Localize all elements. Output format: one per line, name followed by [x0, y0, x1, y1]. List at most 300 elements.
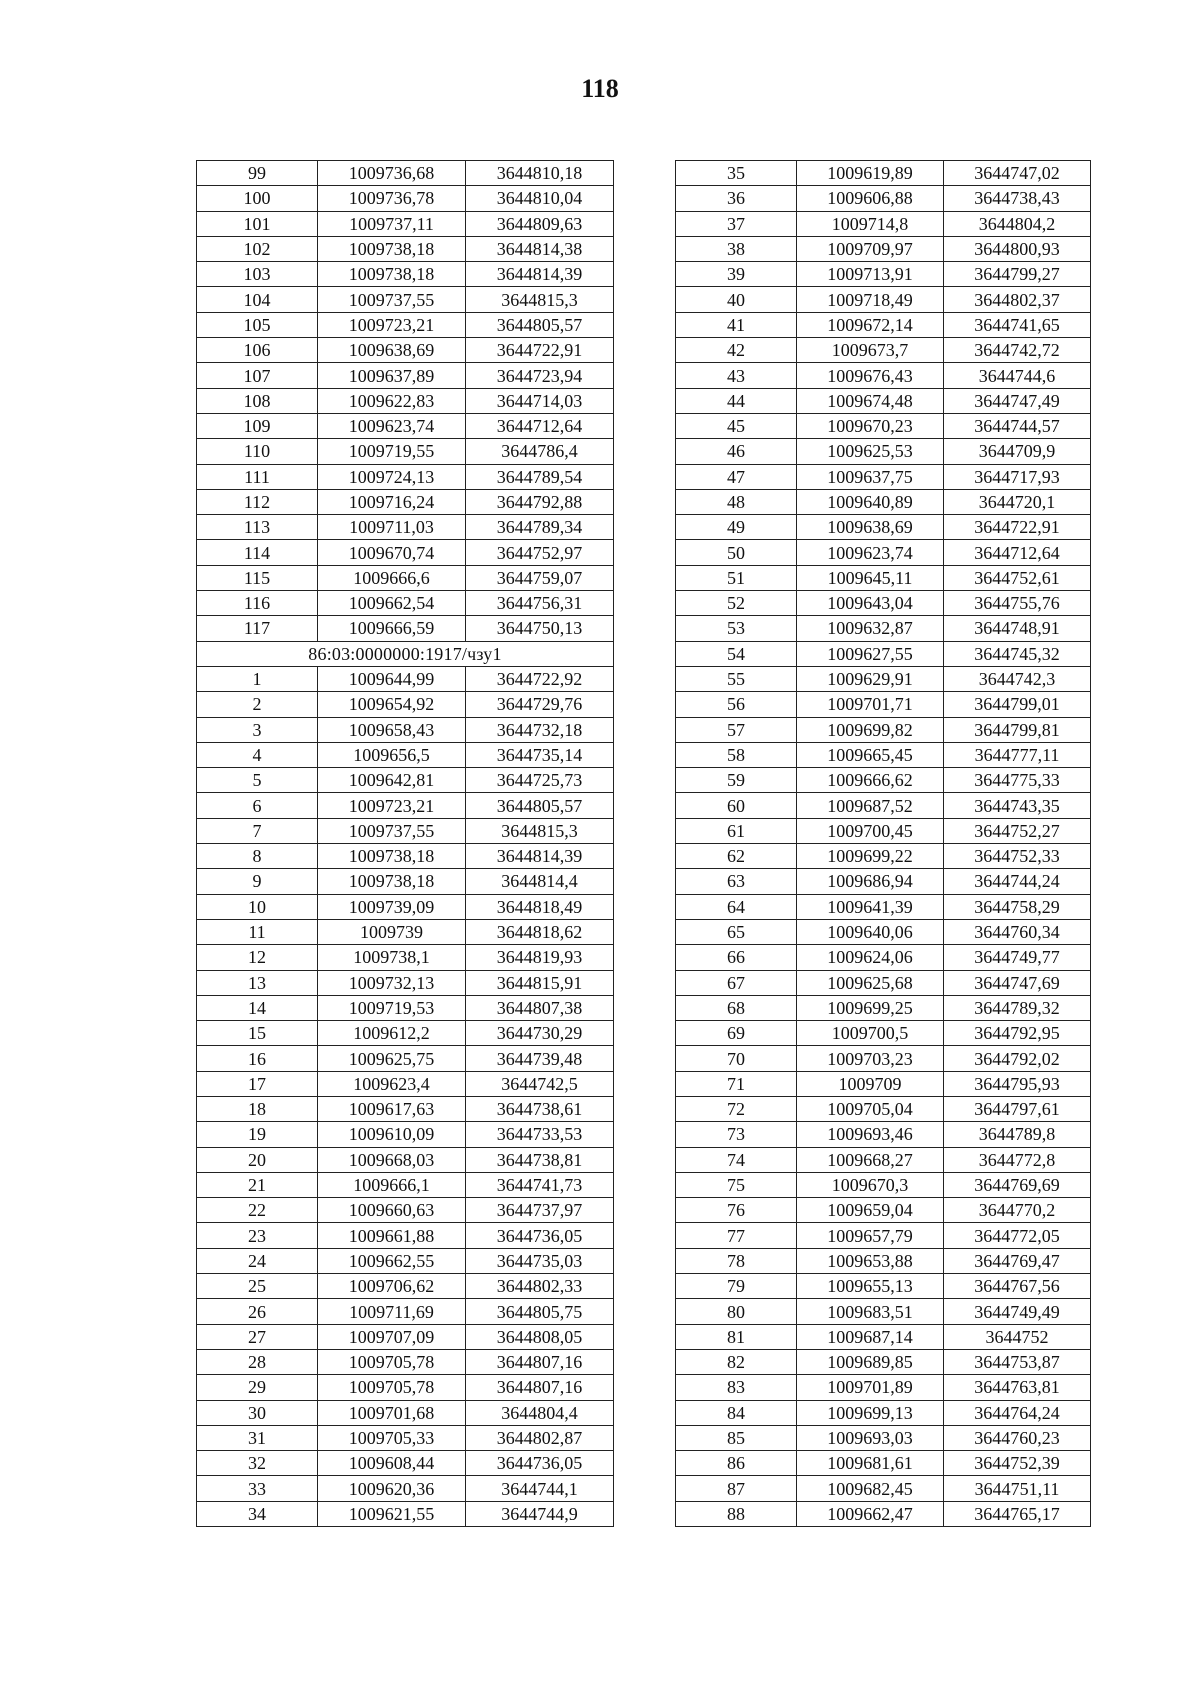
x-coordinate-cell: 1009706,62	[318, 1274, 466, 1299]
x-coordinate-cell: 1009719,55	[318, 439, 466, 464]
point-number-cell: 26	[197, 1299, 318, 1324]
y-coordinate-cell: 3644807,16	[466, 1349, 614, 1374]
table-row	[676, 793, 1091, 818]
x-coordinate-cell: 1009624,06	[797, 945, 944, 970]
y-coordinate-cell: 3644712,64	[466, 413, 614, 438]
point-number-cell: 44	[676, 388, 797, 413]
y-coordinate-cell: 3644814,38	[466, 236, 614, 261]
y-coordinate-cell: 3644755,76	[944, 591, 1091, 616]
x-coordinate-cell: 1009687,52	[797, 793, 944, 818]
y-coordinate-cell: 3644717,93	[944, 464, 1091, 489]
x-coordinate-cell: 1009629,91	[797, 666, 944, 691]
y-coordinate-cell: 3644765,17	[944, 1501, 1091, 1526]
point-number-cell: 9	[197, 869, 318, 894]
table-row	[197, 1375, 614, 1400]
y-coordinate-cell: 3644760,23	[944, 1425, 1091, 1450]
y-coordinate-cell: 3644756,31	[466, 591, 614, 616]
point-number-cell: 69	[676, 1021, 797, 1046]
x-coordinate-cell: 1009638,69	[318, 338, 466, 363]
y-coordinate-cell: 3644772,8	[944, 1147, 1091, 1172]
y-coordinate-cell: 3644802,33	[466, 1274, 614, 1299]
x-coordinate-cell: 1009623,74	[797, 540, 944, 565]
x-coordinate-cell: 1009621,55	[318, 1501, 466, 1526]
x-coordinate-cell: 1009625,53	[797, 439, 944, 464]
y-coordinate-cell: 3644805,57	[466, 793, 614, 818]
y-coordinate-cell: 3644808,05	[466, 1324, 614, 1349]
point-number-cell: 39	[676, 262, 797, 287]
x-coordinate-cell: 1009625,75	[318, 1046, 466, 1071]
point-number-cell: 57	[676, 717, 797, 742]
table-row	[197, 1324, 614, 1349]
table-row	[676, 919, 1091, 944]
x-coordinate-cell: 1009724,13	[318, 464, 466, 489]
x-coordinate-cell: 1009683,51	[797, 1299, 944, 1324]
x-coordinate-cell: 1009665,45	[797, 742, 944, 767]
point-number-cell: 47	[676, 464, 797, 489]
x-coordinate-cell: 1009711,03	[318, 515, 466, 540]
point-number-cell: 100	[197, 186, 318, 211]
x-coordinate-cell: 1009640,06	[797, 919, 944, 944]
table-row	[197, 1198, 614, 1223]
point-number-cell: 85	[676, 1425, 797, 1450]
y-coordinate-cell: 3644815,3	[466, 287, 614, 312]
y-coordinate-cell: 3644712,64	[944, 540, 1091, 565]
table-row	[676, 1451, 1091, 1476]
x-coordinate-cell: 1009699,82	[797, 717, 944, 742]
y-coordinate-cell: 3644748,91	[944, 616, 1091, 641]
point-number-cell: 63	[676, 869, 797, 894]
point-number-cell: 74	[676, 1147, 797, 1172]
table-row	[676, 464, 1091, 489]
table-row	[676, 894, 1091, 919]
y-coordinate-cell: 3644750,13	[466, 616, 614, 641]
table-row	[197, 388, 614, 413]
y-coordinate-cell: 3644802,87	[466, 1425, 614, 1450]
point-number-cell: 71	[676, 1071, 797, 1096]
y-coordinate-cell: 3644814,4	[466, 869, 614, 894]
point-number-cell: 78	[676, 1248, 797, 1273]
y-coordinate-cell: 3644763,81	[944, 1375, 1091, 1400]
y-coordinate-cell: 3644786,4	[466, 439, 614, 464]
y-coordinate-cell: 3644795,93	[944, 1071, 1091, 1096]
table-row	[197, 211, 614, 236]
table-row	[197, 464, 614, 489]
point-number-cell: 72	[676, 1096, 797, 1121]
x-coordinate-cell: 1009687,14	[797, 1324, 944, 1349]
table-row	[197, 742, 614, 767]
table-row	[676, 1172, 1091, 1197]
y-coordinate-cell: 3644805,57	[466, 312, 614, 337]
point-number-cell: 110	[197, 439, 318, 464]
table-row	[676, 768, 1091, 793]
x-coordinate-cell: 1009668,03	[318, 1147, 466, 1172]
table-row	[197, 844, 614, 869]
x-coordinate-cell: 1009703,23	[797, 1046, 944, 1071]
x-coordinate-cell: 1009700,45	[797, 818, 944, 843]
x-coordinate-cell: 1009666,1	[318, 1172, 466, 1197]
table-row	[676, 1425, 1091, 1450]
table-row	[676, 692, 1091, 717]
y-coordinate-cell: 3644723,94	[466, 363, 614, 388]
table-row	[676, 1349, 1091, 1374]
x-coordinate-cell: 1009705,04	[797, 1096, 944, 1121]
table-row	[197, 312, 614, 337]
x-coordinate-cell: 1009713,91	[797, 262, 944, 287]
x-coordinate-cell: 1009656,5	[318, 742, 466, 767]
y-coordinate-cell: 3644799,01	[944, 692, 1091, 717]
table-row	[197, 1096, 614, 1121]
point-number-cell: 53	[676, 616, 797, 641]
table-row	[197, 768, 614, 793]
y-coordinate-cell: 3644735,14	[466, 742, 614, 767]
table-row	[197, 869, 614, 894]
point-number-cell: 12	[197, 945, 318, 970]
y-coordinate-cell: 3644725,73	[466, 768, 614, 793]
x-coordinate-cell: 1009705,78	[318, 1375, 466, 1400]
x-coordinate-cell: 1009723,21	[318, 312, 466, 337]
x-coordinate-cell: 1009625,68	[797, 970, 944, 995]
x-coordinate-cell: 1009668,27	[797, 1147, 944, 1172]
x-coordinate-cell: 1009610,09	[318, 1122, 466, 1147]
y-coordinate-cell: 3644769,47	[944, 1248, 1091, 1273]
x-coordinate-cell: 1009682,45	[797, 1476, 944, 1501]
x-coordinate-cell: 1009693,46	[797, 1122, 944, 1147]
y-coordinate-cell: 3644733,53	[466, 1122, 614, 1147]
x-coordinate-cell: 1009700,5	[797, 1021, 944, 1046]
table-row	[197, 666, 614, 691]
x-coordinate-cell: 1009707,09	[318, 1324, 466, 1349]
x-coordinate-cell: 1009638,69	[797, 515, 944, 540]
point-number-cell: 117	[197, 616, 318, 641]
y-coordinate-cell: 3644752,39	[944, 1451, 1091, 1476]
table-row	[197, 1400, 614, 1425]
y-coordinate-cell: 3644792,88	[466, 489, 614, 514]
point-number-cell: 8	[197, 844, 318, 869]
y-coordinate-cell: 3644736,05	[466, 1451, 614, 1476]
y-coordinate-cell: 3644767,56	[944, 1274, 1091, 1299]
y-coordinate-cell: 3644764,24	[944, 1400, 1091, 1425]
point-number-cell: 115	[197, 565, 318, 590]
x-coordinate-cell: 1009666,59	[318, 616, 466, 641]
x-coordinate-cell: 1009666,6	[318, 565, 466, 590]
x-coordinate-cell: 1009705,78	[318, 1349, 466, 1374]
y-coordinate-cell: 3644777,11	[944, 742, 1091, 767]
x-coordinate-cell: 1009686,94	[797, 869, 944, 894]
point-number-cell: 88	[676, 1501, 797, 1526]
point-number-cell: 51	[676, 565, 797, 590]
y-coordinate-cell: 3644739,48	[466, 1046, 614, 1071]
y-coordinate-cell: 3644805,75	[466, 1299, 614, 1324]
table-row	[676, 1274, 1091, 1299]
point-number-cell: 7	[197, 818, 318, 843]
table-row	[197, 413, 614, 438]
table-row	[197, 1274, 614, 1299]
table-row	[676, 1021, 1091, 1046]
x-coordinate-cell: 1009716,24	[318, 489, 466, 514]
x-coordinate-cell: 1009711,69	[318, 1299, 466, 1324]
point-number-cell: 36	[676, 186, 797, 211]
point-number-cell: 48	[676, 489, 797, 514]
table-row	[676, 1299, 1091, 1324]
section-header-row	[197, 641, 614, 666]
table-row	[676, 186, 1091, 211]
y-coordinate-cell: 3644810,04	[466, 186, 614, 211]
point-number-cell: 113	[197, 515, 318, 540]
y-coordinate-cell: 3644743,35	[944, 793, 1091, 818]
point-number-cell: 61	[676, 818, 797, 843]
point-number-cell: 107	[197, 363, 318, 388]
x-coordinate-cell: 1009737,55	[318, 287, 466, 312]
x-coordinate-cell: 1009676,43	[797, 363, 944, 388]
y-coordinate-cell: 3644770,2	[944, 1198, 1091, 1223]
point-number-cell: 64	[676, 894, 797, 919]
y-coordinate-cell: 3644807,38	[466, 995, 614, 1020]
y-coordinate-cell: 3644799,27	[944, 262, 1091, 287]
point-number-cell: 13	[197, 970, 318, 995]
table-row	[676, 1096, 1091, 1121]
table-row	[197, 1299, 614, 1324]
y-coordinate-cell: 3644807,16	[466, 1375, 614, 1400]
y-coordinate-cell: 3644789,54	[466, 464, 614, 489]
x-coordinate-cell: 1009693,03	[797, 1425, 944, 1450]
y-coordinate-cell: 3644769,69	[944, 1172, 1091, 1197]
x-coordinate-cell: 1009672,14	[797, 312, 944, 337]
x-coordinate-cell: 1009627,55	[797, 641, 944, 666]
point-number-cell: 37	[676, 211, 797, 236]
table-row	[197, 540, 614, 565]
y-coordinate-cell: 3644730,29	[466, 1021, 614, 1046]
point-number-cell: 84	[676, 1400, 797, 1425]
y-coordinate-cell: 3644744,9	[466, 1501, 614, 1526]
y-coordinate-cell: 3644809,63	[466, 211, 614, 236]
x-coordinate-cell: 1009666,62	[797, 768, 944, 793]
table-row	[197, 1248, 614, 1273]
y-coordinate-cell: 3644738,43	[944, 186, 1091, 211]
x-coordinate-cell: 1009623,4	[318, 1071, 466, 1096]
x-coordinate-cell: 1009723,21	[318, 793, 466, 818]
table-row	[197, 945, 614, 970]
table-row	[676, 236, 1091, 261]
point-number-cell: 62	[676, 844, 797, 869]
y-coordinate-cell: 3644760,34	[944, 919, 1091, 944]
point-number-cell: 82	[676, 1349, 797, 1374]
x-coordinate-cell: 1009732,13	[318, 970, 466, 995]
x-coordinate-cell: 1009644,99	[318, 666, 466, 691]
table-row	[676, 1046, 1091, 1071]
y-coordinate-cell: 3644797,61	[944, 1096, 1091, 1121]
x-coordinate-cell: 1009736,78	[318, 186, 466, 211]
table-row	[676, 363, 1091, 388]
x-coordinate-cell: 1009739,09	[318, 894, 466, 919]
x-coordinate-cell: 1009673,7	[797, 338, 944, 363]
table-row	[197, 338, 614, 363]
point-number-cell: 101	[197, 211, 318, 236]
table-row	[676, 565, 1091, 590]
point-number-cell: 58	[676, 742, 797, 767]
point-number-cell: 25	[197, 1274, 318, 1299]
table-row	[676, 439, 1091, 464]
y-coordinate-cell: 3644753,87	[944, 1349, 1091, 1374]
table-row	[676, 995, 1091, 1020]
x-coordinate-cell: 1009737,55	[318, 818, 466, 843]
y-coordinate-cell: 3644818,62	[466, 919, 614, 944]
x-coordinate-cell: 1009617,63	[318, 1096, 466, 1121]
y-coordinate-cell: 3644789,32	[944, 995, 1091, 1020]
table-row	[676, 717, 1091, 742]
x-coordinate-cell: 1009670,23	[797, 413, 944, 438]
point-number-cell: 19	[197, 1122, 318, 1147]
y-coordinate-cell: 3644815,91	[466, 970, 614, 995]
x-coordinate-cell: 1009659,04	[797, 1198, 944, 1223]
table-row	[676, 161, 1091, 186]
x-coordinate-cell: 1009701,68	[318, 1400, 466, 1425]
table-row	[676, 970, 1091, 995]
y-coordinate-cell: 3644752,97	[466, 540, 614, 565]
table-row	[197, 591, 614, 616]
x-coordinate-cell: 1009632,87	[797, 616, 944, 641]
table-row	[676, 1375, 1091, 1400]
table-row	[197, 818, 614, 843]
y-coordinate-cell: 3644744,57	[944, 413, 1091, 438]
table-row	[197, 616, 614, 641]
x-coordinate-cell: 1009699,13	[797, 1400, 944, 1425]
y-coordinate-cell: 3644802,37	[944, 287, 1091, 312]
point-number-cell: 66	[676, 945, 797, 970]
table-row	[197, 717, 614, 742]
table-row	[197, 1046, 614, 1071]
y-coordinate-cell: 3644741,65	[944, 312, 1091, 337]
x-coordinate-cell: 1009623,74	[318, 413, 466, 438]
x-coordinate-cell: 1009718,49	[797, 287, 944, 312]
table-row	[676, 540, 1091, 565]
table-row	[676, 616, 1091, 641]
point-number-cell: 50	[676, 540, 797, 565]
y-coordinate-cell: 3644752	[944, 1324, 1091, 1349]
y-coordinate-cell: 3644747,69	[944, 970, 1091, 995]
table-row	[197, 565, 614, 590]
table-row	[676, 1501, 1091, 1526]
x-coordinate-cell: 1009738,1	[318, 945, 466, 970]
table-row	[197, 1501, 614, 1526]
table-row	[676, 742, 1091, 767]
point-number-cell: 80	[676, 1299, 797, 1324]
point-number-cell: 16	[197, 1046, 318, 1071]
y-coordinate-cell: 3644729,76	[466, 692, 614, 717]
y-coordinate-cell: 3644792,02	[944, 1046, 1091, 1071]
table-row	[197, 793, 614, 818]
x-coordinate-cell: 1009660,63	[318, 1198, 466, 1223]
x-coordinate-cell: 1009637,89	[318, 363, 466, 388]
x-coordinate-cell: 1009654,92	[318, 692, 466, 717]
point-number-cell: 1	[197, 666, 318, 691]
x-coordinate-cell: 1009719,53	[318, 995, 466, 1020]
y-coordinate-cell: 3644722,91	[466, 338, 614, 363]
y-coordinate-cell: 3644759,07	[466, 565, 614, 590]
point-number-cell: 68	[676, 995, 797, 1020]
y-coordinate-cell: 3644744,24	[944, 869, 1091, 894]
y-coordinate-cell: 3644815,3	[466, 818, 614, 843]
x-coordinate-cell: 1009606,88	[797, 186, 944, 211]
page-number: 118	[581, 74, 619, 103]
point-number-cell: 112	[197, 489, 318, 514]
point-number-cell: 76	[676, 1198, 797, 1223]
table-row	[197, 262, 614, 287]
y-coordinate-cell: 3644744,1	[466, 1476, 614, 1501]
point-number-cell: 15	[197, 1021, 318, 1046]
y-coordinate-cell: 3644804,2	[944, 211, 1091, 236]
point-number-cell: 34	[197, 1501, 318, 1526]
table-row	[676, 869, 1091, 894]
point-number-cell: 41	[676, 312, 797, 337]
y-coordinate-cell: 3644709,9	[944, 439, 1091, 464]
y-coordinate-cell: 3644732,18	[466, 717, 614, 742]
x-coordinate-cell: 1009714,8	[797, 211, 944, 236]
point-number-cell: 29	[197, 1375, 318, 1400]
point-number-cell: 105	[197, 312, 318, 337]
point-number-cell: 28	[197, 1349, 318, 1374]
point-number-cell: 23	[197, 1223, 318, 1248]
x-coordinate-cell: 1009619,89	[797, 161, 944, 186]
point-number-cell: 4	[197, 742, 318, 767]
point-number-cell: 32	[197, 1451, 318, 1476]
x-coordinate-cell: 1009641,39	[797, 894, 944, 919]
table-row	[676, 1248, 1091, 1273]
table-row	[197, 161, 614, 186]
x-coordinate-cell: 1009643,04	[797, 591, 944, 616]
y-coordinate-cell: 3644749,77	[944, 945, 1091, 970]
table-row	[197, 1425, 614, 1450]
point-number-cell: 87	[676, 1476, 797, 1501]
y-coordinate-cell: 3644752,33	[944, 844, 1091, 869]
table-row	[676, 1476, 1091, 1501]
table-row	[676, 641, 1091, 666]
y-coordinate-cell: 3644800,93	[944, 236, 1091, 261]
y-coordinate-cell: 3644775,33	[944, 768, 1091, 793]
table-row	[197, 1147, 614, 1172]
point-number-cell: 10	[197, 894, 318, 919]
point-number-cell: 38	[676, 236, 797, 261]
y-coordinate-cell: 3644735,03	[466, 1248, 614, 1273]
x-coordinate-cell: 1009657,79	[797, 1223, 944, 1248]
y-coordinate-cell: 3644747,02	[944, 161, 1091, 186]
table-row	[197, 515, 614, 540]
point-number-cell: 114	[197, 540, 318, 565]
table-row	[197, 1223, 614, 1248]
x-coordinate-cell: 1009681,61	[797, 1451, 944, 1476]
y-coordinate-cell: 3644722,92	[466, 666, 614, 691]
point-number-cell: 27	[197, 1324, 318, 1349]
x-coordinate-cell: 1009645,11	[797, 565, 944, 590]
table-row	[676, 666, 1091, 691]
y-coordinate-cell: 3644818,49	[466, 894, 614, 919]
point-number-cell: 70	[676, 1046, 797, 1071]
x-coordinate-cell: 1009642,81	[318, 768, 466, 793]
table-row	[197, 1071, 614, 1096]
y-coordinate-cell: 3644714,03	[466, 388, 614, 413]
table-row	[676, 818, 1091, 843]
y-coordinate-cell: 3644772,05	[944, 1223, 1091, 1248]
point-number-cell: 102	[197, 236, 318, 261]
point-number-cell: 59	[676, 768, 797, 793]
point-number-cell: 83	[676, 1375, 797, 1400]
x-coordinate-cell: 1009620,36	[318, 1476, 466, 1501]
table-row	[676, 489, 1091, 514]
point-number-cell: 99	[197, 161, 318, 186]
x-coordinate-cell: 1009670,74	[318, 540, 466, 565]
table-row	[676, 388, 1091, 413]
table-row	[197, 894, 614, 919]
point-number-cell: 42	[676, 338, 797, 363]
